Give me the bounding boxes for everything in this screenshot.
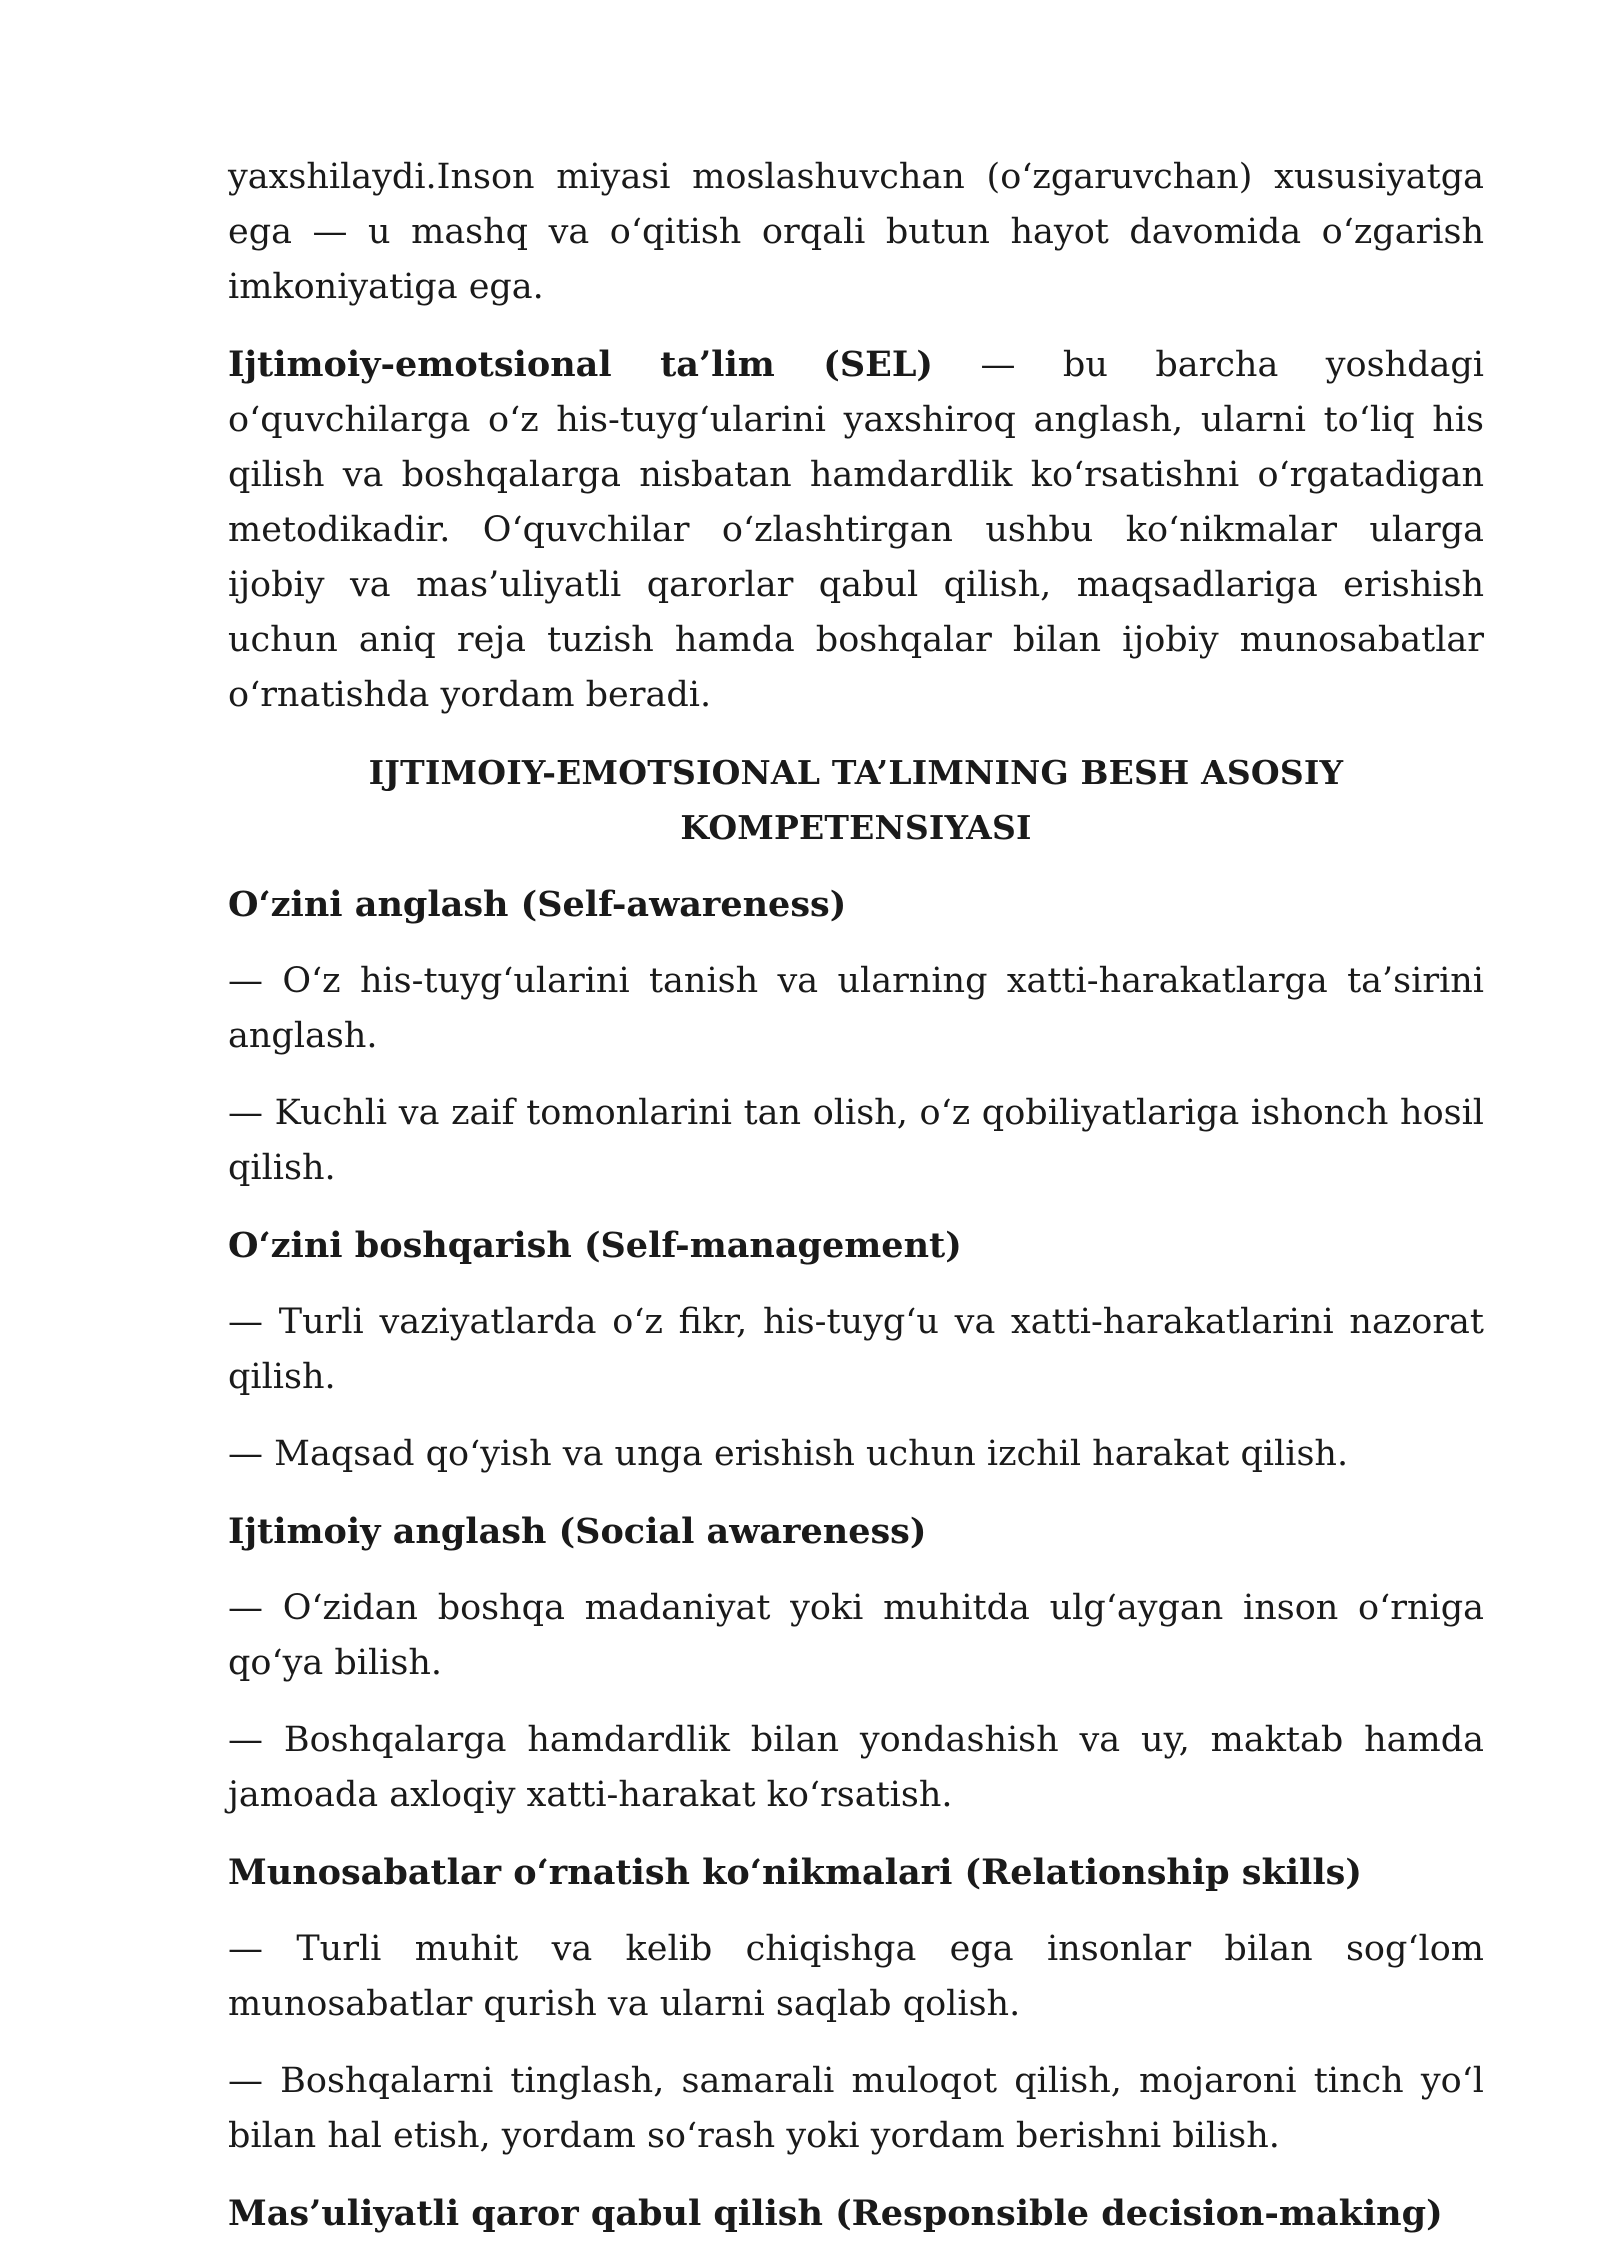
competency-item: — Turli muhit va kelib chiqishga ega insonlar bilan sog‘lom munosabatlar qurish va ularni saqlab qolish. bbox=[228, 1929, 1484, 2024]
sel-definition-text: — bu barcha yoshdagi o‘quvchilarga o‘z his-tuyg‘ularini yaxshiroq anglash, ularni to‘liq his qilish va boshqalarga nisbatan hamdardlik ko‘rsatishni o‘rgatadigan metodikadir. O‘quvchilar o‘zlashtirgan ushbu ko‘nikmalar ularga ijobiy va mas’uliyatli qarorlar qabul qilish, maqsadlariga erishish uchun aniq reja tuzish hamda boshqalar bilan ijobiy munosabatlar o‘rnatishda yordam beradi. bbox=[228, 345, 1485, 715]
sel-term: Ijtimoiy-emotsional ta’lim (SEL) bbox=[228, 344, 933, 385]
competency-item: — Boshqalarni tinglash, samarali muloqot qilish, mojaroni tinch yo‘l bilan hal etish, yordam so‘rash yoki yordam berishni bilish. bbox=[228, 2061, 1484, 2156]
competency-title-responsible-decision-making: Mas’uliyatli qaror qabul qilish (Responsible decision-making) bbox=[228, 2193, 1443, 2234]
section-title: IJTIMOIY-EMOTSIONAL TA’LIMNING BESH ASOSIY KOMPETENSIYASI bbox=[368, 753, 1344, 847]
intro-paragraph: yaxshilaydi.Inson miyasi moslashuvchan (o‘zgaruvchan) xususiyatga ega — u mashq va o‘qitish orqali butun hayot davomida o‘zgarish imkoniyatiga ega. bbox=[228, 157, 1484, 307]
sel-definition-paragraph bbox=[228, 337, 1484, 723]
competency-title-social-awareness: Ijtimoiy anglash (Social awareness) bbox=[228, 1511, 927, 1552]
competency-item: — Boshqalarga hamdardlik bilan yondashish va uy, maktab hamda jamoada axloqiy xatti-harakat ko‘rsatish. bbox=[228, 1720, 1484, 1815]
competency-title-self-management: O‘zini boshqarish (Self-management) bbox=[228, 1225, 962, 1266]
document-page bbox=[228, 150, 1484, 2263]
competency-title-relationship-skills: Munosabatlar o‘rnatish ko‘nikmalari (Relationship skills) bbox=[228, 1852, 1362, 1893]
competency-item: — Maqsad qo‘yish va unga erishish uchun izchil harakat qilish. bbox=[228, 1434, 1349, 1474]
competency-item: — O‘z his-tuyg‘ularini tanish va ularning xatti-harakatlarga ta’sirini anglash. bbox=[228, 961, 1484, 1056]
competency-item: — Kuchli va zaif tomonlarini tan olish, o‘z qobiliyatlariga ishonch hosil qilish. bbox=[228, 1093, 1484, 1188]
competency-item: — O‘zidan boshqa madaniyat yoki muhitda ulg‘aygan inson o‘rniga qo‘ya bilish. bbox=[228, 1588, 1484, 1683]
competency-title-self-awareness: O‘zini anglash (Self-awareness) bbox=[228, 884, 847, 925]
competency-item: — Turli vaziyatlarda o‘z fikr, his-tuyg‘u va xatti-harakatlarini nazorat qilish. bbox=[228, 1302, 1484, 1397]
